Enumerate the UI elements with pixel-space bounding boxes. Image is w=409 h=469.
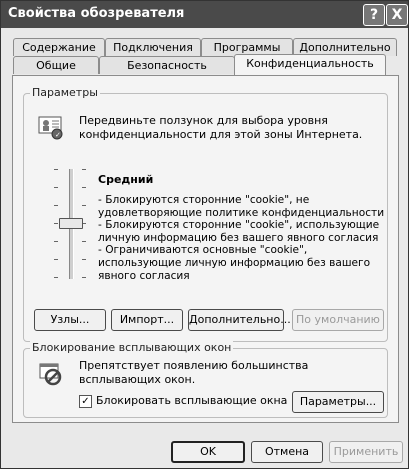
sites-button[interactable]: Узлы... xyxy=(34,309,106,331)
slider-tick xyxy=(54,277,58,278)
slider-tick xyxy=(82,241,86,242)
slider-tick xyxy=(54,187,58,188)
slider-tick xyxy=(54,259,58,260)
svg-text:✓: ✓ xyxy=(55,131,61,139)
params-group xyxy=(23,86,388,342)
tab-general[interactable]: Общие xyxy=(13,56,99,74)
popup-group xyxy=(23,341,388,418)
window-title: Свойства обозревателя xyxy=(8,6,185,21)
popup-legend: Блокирование всплывающих окон xyxy=(32,341,232,354)
block-popups-checkbox[interactable]: ✓ xyxy=(79,395,92,408)
block-popups-label[interactable]: Блокировать всплывающие окна xyxy=(96,394,288,407)
close-button[interactable]: X xyxy=(386,4,408,26)
slider-tick xyxy=(54,223,58,224)
import-button[interactable]: Импорт... xyxy=(111,309,183,331)
tab-security[interactable]: Безопасность xyxy=(99,56,235,74)
bullet-item: - Ограничиваются основные "cookie", использующие личную информацию без вашего явного согласия xyxy=(98,244,371,282)
slider-tick xyxy=(54,241,58,242)
privacy-icon xyxy=(38,115,64,141)
ok-button[interactable]: OK xyxy=(171,441,245,463)
tab-privacy[interactable]: Конфиденциальность xyxy=(234,54,386,75)
tab-content[interactable]: Содержание xyxy=(13,38,105,56)
slider-tick xyxy=(82,205,86,206)
privacy-panel xyxy=(12,75,399,423)
slider-tick xyxy=(54,169,58,170)
privacy-slider-thumb[interactable] xyxy=(59,218,83,229)
popup-description: Препятствует появлению большинства всплывающих окон. xyxy=(79,359,309,386)
tab-programs[interactable]: Программы xyxy=(201,38,293,56)
privacy-bullets xyxy=(98,194,388,282)
tab-advanced[interactable]: Дополнительно xyxy=(293,38,397,56)
tab-connections[interactable]: Подключения xyxy=(105,38,201,56)
slider-tick xyxy=(82,277,86,278)
cancel-button[interactable]: Отмена xyxy=(251,441,323,463)
params-legend: Параметры xyxy=(32,86,98,99)
privacy-level: Средний xyxy=(98,173,154,186)
slider-tick xyxy=(82,169,86,170)
slider-tick xyxy=(82,259,86,260)
popup-blocker-icon xyxy=(38,361,64,387)
popup-settings-button[interactable]: Параметры... xyxy=(292,391,384,413)
params-description: Передвиньте ползунок для выбора уровня конфиденциальности для этой зоны Интернета. xyxy=(79,114,363,141)
advanced-button[interactable]: Дополнительно... xyxy=(188,309,284,331)
help-button[interactable]: ? xyxy=(363,4,385,26)
slider-tick xyxy=(82,187,86,188)
default-button: По умолчанию xyxy=(292,309,384,331)
title-bar[interactable] xyxy=(1,1,408,28)
bullet-item: - Блокируются сторонние "cookie", не удовлетворяющие политике конфиденциальности xyxy=(98,194,385,219)
bullet-item: - Блокируются сторонние "cookie", использующие личную информацию без вашего явного согласия xyxy=(98,219,380,244)
slider-tick xyxy=(54,205,58,206)
apply-button: Применить xyxy=(329,441,403,463)
